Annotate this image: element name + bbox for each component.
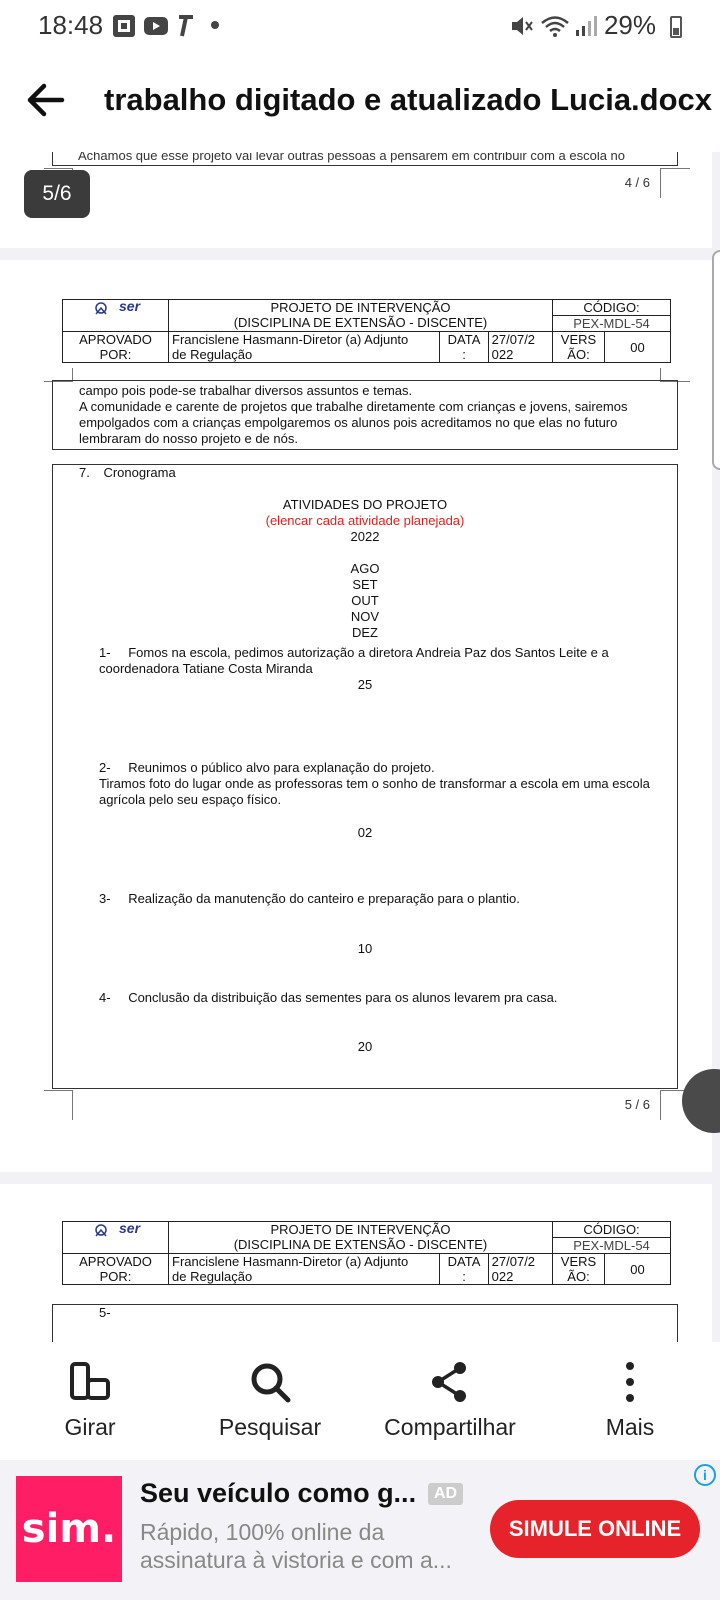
ad-cta-button[interactable]: SIMULE ONLINE bbox=[490, 1500, 700, 1558]
date-label: DATA bbox=[447, 332, 481, 347]
activity-text: Realização da manutenção do canteiro e preparação para o plantio. bbox=[128, 891, 520, 906]
approver-line-2: de Regulação bbox=[172, 347, 253, 362]
document-header-table bbox=[62, 1221, 671, 1285]
share-label: Compartilhar bbox=[384, 1414, 516, 1440]
activity-number: 1- bbox=[99, 645, 111, 660]
header-logo-cell bbox=[63, 300, 169, 332]
ad-banner[interactable] bbox=[0, 1460, 720, 1600]
rotate-icon bbox=[68, 1360, 112, 1404]
activity-day-1: 25 bbox=[357, 677, 373, 692]
activity-item-2 bbox=[99, 760, 657, 808]
version-label-2: ÃO: bbox=[567, 347, 590, 362]
date-label-2: : bbox=[462, 1269, 466, 1284]
continuation-line-1: campo pois pode-se trabalhar diversos assuntos e temas. bbox=[79, 383, 413, 398]
page-number: 4 / 6 bbox=[624, 175, 650, 190]
ad-tag: AD bbox=[428, 1483, 463, 1505]
approver-line-2: de Regulação bbox=[172, 1269, 253, 1284]
ad-description: Rápido, 100% online da assinatura à vistoria e com a... bbox=[140, 1519, 452, 1573]
code-value: PEX-MDL-54 bbox=[553, 1238, 671, 1254]
code-label: CÓDIGO: bbox=[553, 300, 671, 316]
activity-day-4: 20 bbox=[357, 1039, 373, 1054]
ad-brand-logo: sim. bbox=[16, 1476, 122, 1582]
page-number: 5 / 6 bbox=[624, 1097, 650, 1112]
date-value-2: 022 bbox=[491, 347, 514, 362]
document-header-table bbox=[62, 299, 671, 363]
month-out: OUT bbox=[351, 593, 379, 608]
activity-number: 4- bbox=[99, 990, 111, 1005]
version-label: VERS bbox=[560, 1254, 597, 1269]
rotate-button[interactable] bbox=[0, 1342, 180, 1460]
share-icon bbox=[428, 1360, 472, 1404]
date-value: 27/07/2 bbox=[491, 1254, 536, 1269]
status-time: 18:48 bbox=[38, 10, 104, 40]
more-vertical-icon bbox=[608, 1360, 652, 1404]
activities-title: ATIVIDADES DO PROJETO bbox=[282, 497, 448, 512]
activity-number: 2- bbox=[99, 760, 111, 775]
rotate-label: Girar bbox=[64, 1414, 116, 1440]
code-label: CÓDIGO: bbox=[553, 1222, 671, 1238]
month-dez: DEZ bbox=[352, 625, 378, 640]
continuation-text-box bbox=[52, 380, 678, 450]
section-title: Cronograma bbox=[103, 465, 176, 480]
bottom-toolbar bbox=[0, 1342, 720, 1460]
dot-icon bbox=[210, 20, 220, 30]
month-ago: AGO bbox=[350, 561, 380, 576]
battery-icon bbox=[670, 16, 682, 38]
status-bar bbox=[0, 0, 720, 52]
code-value: PEX-MDL-54 bbox=[553, 316, 671, 332]
activity-item-3 bbox=[99, 891, 657, 907]
search-icon bbox=[248, 1360, 292, 1404]
activity-number: 3- bbox=[99, 891, 111, 906]
continuation-line-2: A comunidade e carente de projetos que trabalhe diretamente com crianças e jovens, sairemos empolgados com a crianças empolgaremos os alunos pois acreditamos no que elas no futuro lembraram do nosso projeto e de nós. bbox=[79, 399, 628, 446]
more-label: Mais bbox=[605, 1414, 655, 1440]
ad-info-icon[interactable]: i bbox=[694, 1464, 716, 1486]
header-title-1: PROJETO DE INTERVENÇÃO bbox=[270, 1222, 451, 1237]
signal-icon bbox=[574, 14, 598, 38]
activity-day-2: 02 bbox=[357, 825, 373, 840]
page-6 bbox=[0, 1184, 712, 1342]
month-set: SET bbox=[352, 577, 378, 592]
approved-label: APROVADO bbox=[79, 1254, 152, 1269]
activity-text: Fomos na escola, pedimos autorização a diretora Andreia Paz dos Santos Leite e a coordenadora Tatiane Costa Miranda bbox=[99, 645, 609, 676]
year: 2022 bbox=[350, 529, 380, 544]
header-title-2: (DISCIPLINA DE EXTENSÃO - DISCENTE) bbox=[233, 1237, 488, 1252]
battery-percent: 29% bbox=[603, 10, 656, 40]
page-5 bbox=[0, 260, 712, 1172]
header-title-1: PROJETO DE INTERVENÇÃO bbox=[270, 300, 451, 315]
approved-label: APROVADO bbox=[79, 332, 152, 347]
search-label: Pesquisar bbox=[218, 1414, 322, 1440]
activity-item-1 bbox=[99, 645, 657, 677]
wifi-icon bbox=[540, 14, 570, 38]
document-viewport[interactable] bbox=[0, 152, 720, 1342]
youtube-icon bbox=[143, 14, 169, 38]
approved-label-2: POR: bbox=[99, 1269, 132, 1284]
header-title-2: (DISCIPLINA DE EXTENSÃO - DISCENTE) bbox=[233, 315, 488, 330]
page-6-first-line: 5- bbox=[99, 1305, 111, 1320]
page-indicator: 5/6 bbox=[24, 170, 90, 218]
notification-t-icon bbox=[176, 14, 194, 38]
date-label-2: : bbox=[462, 347, 466, 362]
activity-day-3: 10 bbox=[357, 941, 373, 956]
ad-headline: Seu veículo como g... bbox=[140, 1478, 417, 1508]
activities-hint: (elencar cada atividade planejada) bbox=[265, 513, 465, 528]
approver-line-1: Francislene Hasmann-Diretor (a) Adjunto bbox=[172, 332, 409, 347]
date-value-2: 022 bbox=[491, 1269, 514, 1284]
month-nov: NOV bbox=[350, 609, 380, 624]
activity-text: Reunimos o público alvo para explanação do projeto. bbox=[128, 760, 435, 775]
scrollbar-thumb[interactable] bbox=[712, 250, 720, 470]
activity-text: Conclusão da distribuição das sementes para os alunos levarem pra casa. bbox=[128, 990, 558, 1005]
approver-line-1: Francislene Hasmann-Diretor (a) Adjunto bbox=[172, 1254, 409, 1269]
section-number: 7. bbox=[79, 465, 90, 480]
date-value: 27/07/2 bbox=[491, 332, 536, 347]
ser-logo-text: ser bbox=[119, 298, 141, 314]
activity-extra-text: Tiramos foto do lugar onde as professoras tem o sonho de transformar a escola em uma escola agrícola pelo seu espaço físico. bbox=[99, 776, 650, 807]
mute-icon bbox=[510, 14, 534, 38]
version-label: VERS bbox=[560, 332, 597, 347]
share-button[interactable] bbox=[360, 1342, 540, 1460]
screenshot-icon bbox=[112, 14, 136, 38]
page-6-body bbox=[52, 1304, 678, 1342]
ser-logo-icon bbox=[93, 300, 193, 320]
ser-logo-text: ser bbox=[119, 1220, 141, 1236]
search-button[interactable] bbox=[180, 1342, 360, 1460]
back-arrow-icon[interactable] bbox=[26, 80, 66, 120]
document-title: trabalho digitado e atualizado Lucia.docx bbox=[104, 82, 713, 117]
version-value: 00 bbox=[605, 1254, 671, 1285]
cronograma-box bbox=[52, 464, 678, 1089]
date-label: DATA bbox=[447, 1254, 481, 1269]
activity-item-4 bbox=[99, 990, 657, 1006]
version-value: 00 bbox=[605, 332, 671, 363]
more-button[interactable] bbox=[540, 1342, 720, 1460]
approved-label-2: POR: bbox=[99, 347, 132, 362]
page-4 bbox=[0, 152, 712, 248]
ser-logo-icon bbox=[93, 1222, 193, 1242]
prev-page-last-line: Achamos que esse projeto vai levar outras pessoas a pensarem em contribuir com a escola no bbox=[78, 152, 626, 163]
version-label-2: ÃO: bbox=[567, 1269, 590, 1284]
app-bar bbox=[0, 52, 720, 152]
